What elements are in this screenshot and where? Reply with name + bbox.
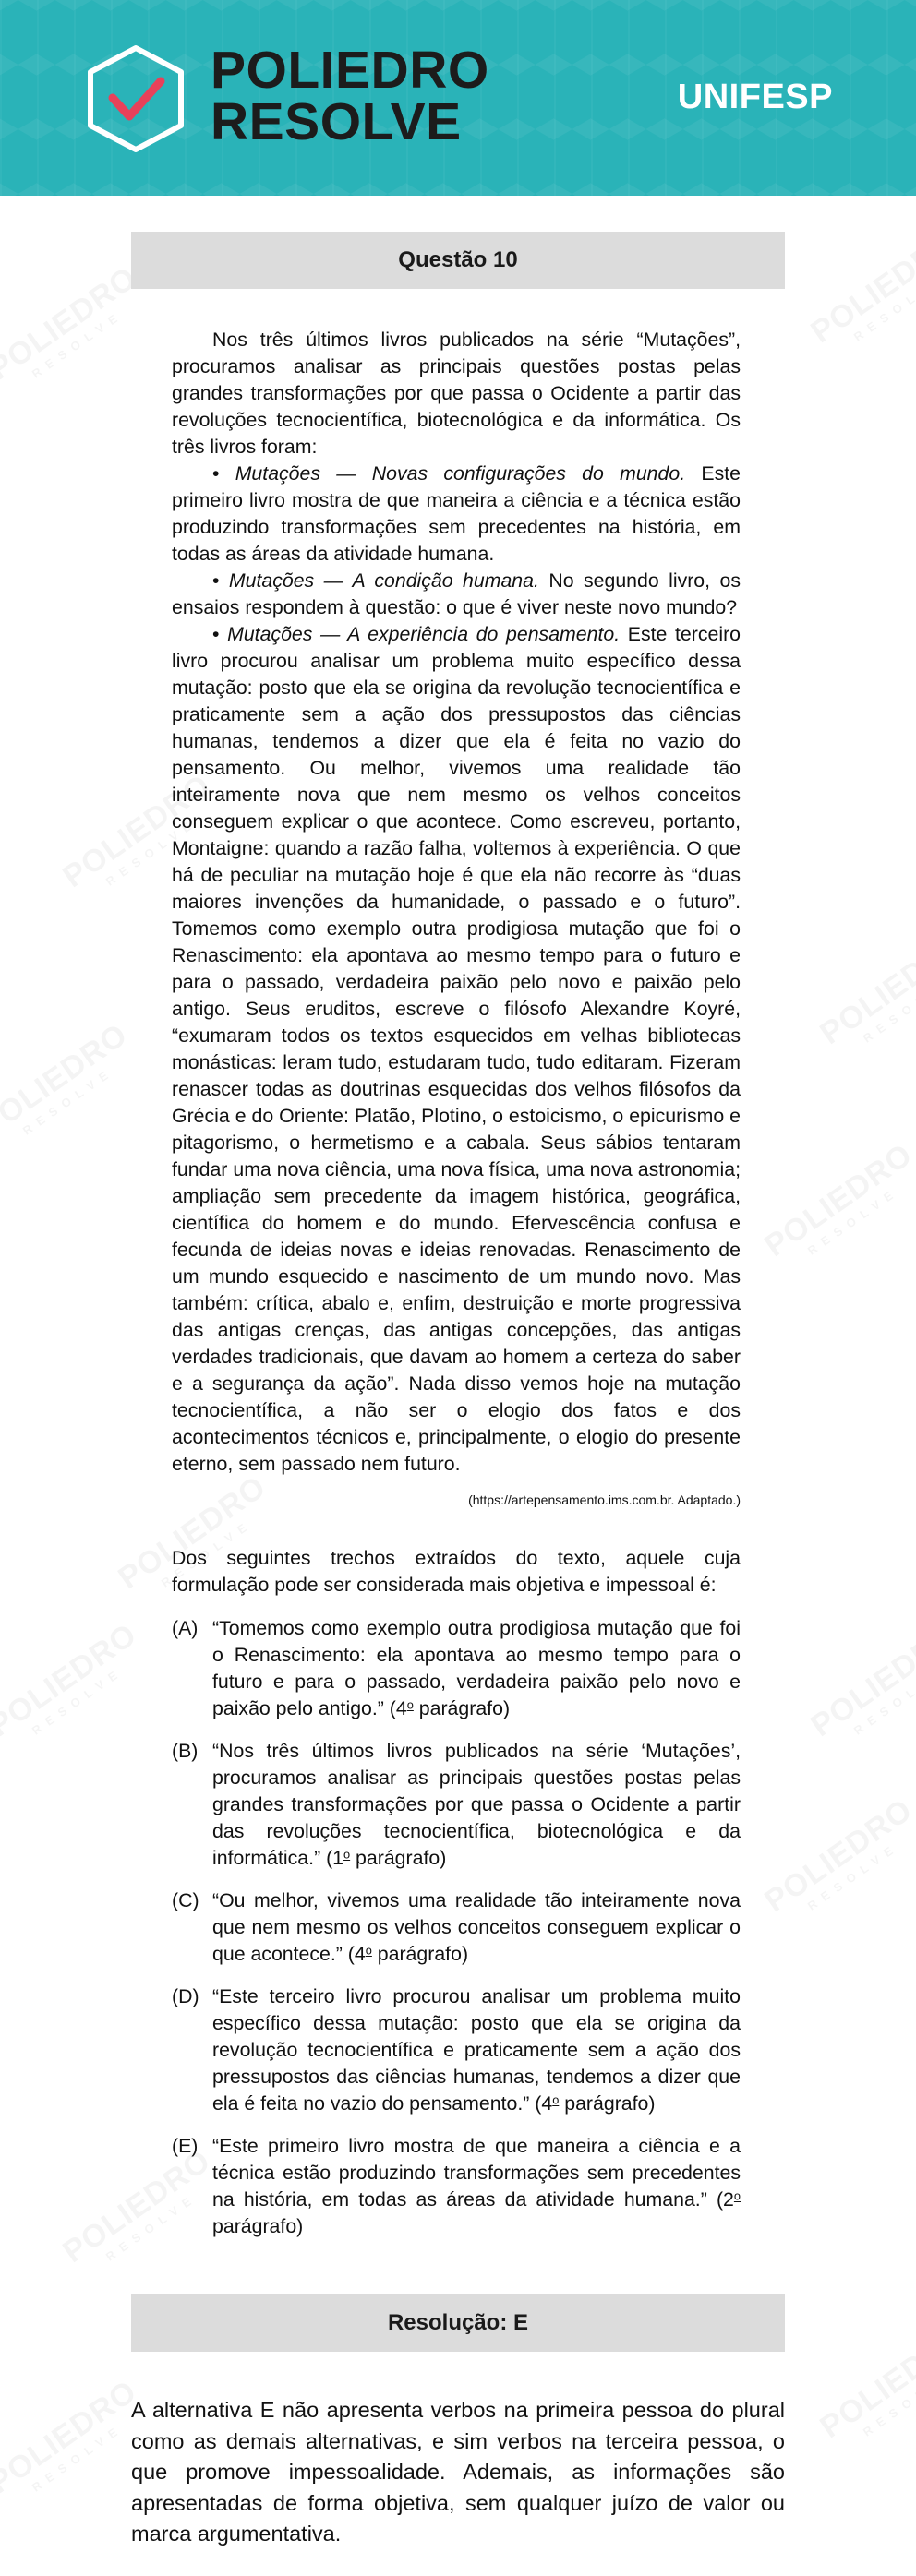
alternative-tail: parágrafo)	[371, 1943, 469, 1965]
alternative-text	[212, 1983, 741, 2117]
alternative-a	[172, 1615, 741, 1722]
alternative-body: “Este terceiro livro procurou analisar um problema muito específico dessa mutação: posto que ela se origina da revolução tecnocientífica e praticamente sem a ação dos pressupostos das ciências humanas, tendemos a dizer que ela é feita no vazio do pensamento.” (4	[212, 1985, 741, 2115]
header-banner	[0, 0, 916, 196]
alternative-tail: parágrafo)	[413, 1697, 511, 1719]
text-bullet-3: • Mutações — A experiência do pensamento. Este terceiro livro procurou analisar um problema muito específico dessa mutação: posto que ela se origina da revolução tecnocientífica e praticamente sem a ação dos pressupostos das ciências humanas, tendemos a dizer que ela é feita no vazio do pensamento. Ou melhor, vivemos uma realidade tão inteiramente nova que nem mesmo os velhos conceitos conseguem explicar o que acontece. Como escreveu, portanto, Montaigne: quando a razão falha, voltemos à experiência. O que há de peculiar na mutação hoje é que ela não recorre às “duas maiores invenções da humanidade, o passado e o futuro”. Tomemos como exemplo outra prodigiosa mutação que foi o Renascimento: ela apontava ao mesmo tempo para o futuro e para o passado, verdadeira paixão pelo novo e paixão pelo antigo. Seus eruditos, escreve o filósofo Alexandre Koyré, “exumaram todos os textos esquecidos em velhas bibliotecas monásticas: leram tudo, estudaram tudo, tudo editaram. Fizeram renascer todas as doutrinas esquecidas dos velhos filósofos da Grécia e do Oriente: Platão, Plotino, o estoicismo, o epicurismo e pitagorismo, o hermetismo e a cabala. Seus sábios tentaram fundar uma nova ciência, uma nova física, uma nova astronomia; ampliação sem precedente da imagem histórica, geográfica, científica do homem e do mundo. Efervescência confusa e fecunda de ideias novas e ideias renovadas. Renascimento de um mundo esquecido e nascimento de um mundo novo. Mas também: crítica, abalo e, enfim, destruição e morte progressiva das antigas crenças, das antigas concepções, das antigas verdades tradicionais, que davam ao homem a certeza do saber e a segurança da ação”. Nada disso vemos hoje na mutação tecnocientífica, a não ser o elogio dos fatos e dos acontecimentos técnicos e, principalmente, o elogio do presente eterno, sem passado nem futuro.	[172, 623, 741, 1475]
ordinal-mark: o	[552, 2092, 560, 2107]
check-shield-icon	[81, 44, 190, 153]
bullet-1-text: Este primeiro livro mostra de que maneira a ciência e a técnica estão produzindo transformações sem precedentes na história, em todas as áreas da atividade humana.	[172, 462, 741, 565]
bullet-2-title: Mutações — A condição humana.	[228, 569, 539, 592]
alternative-body: “Nos três últimos livros publicados na série ‘Mutações’, procuramos analisar as principais questões postas pelas grandes transformações por que passa o Ocidente a partir das revoluções tecnocientífica, biotecnológica e da informática.” (1	[212, 1740, 741, 1869]
alternative-text	[212, 1738, 741, 1872]
alternative-text	[212, 2133, 741, 2240]
ordinal-mark: o	[344, 1847, 351, 1862]
ordinal-mark: o	[406, 1697, 414, 1712]
alternative-tail: parágrafo)	[559, 2092, 656, 2115]
alternative-b	[172, 1738, 741, 1872]
watermark-logo	[758, 1792, 916, 1932]
alternative-e	[172, 2133, 741, 2240]
watermark-logo	[0, 1017, 142, 1156]
watermark-logo	[804, 1617, 916, 1756]
watermark-logo	[758, 1137, 916, 1276]
alternative-tail: parágrafo)	[212, 2215, 304, 2237]
bullet-3-title: Mutações — A experiência do pensamento.	[227, 623, 621, 645]
alternative-c	[172, 1887, 741, 1968]
ordinal-mark: o	[365, 1943, 372, 1958]
text-bullet-2: • Mutações — A condição humana. No segundo livro, os ensaios respondem à questão: o que é viver neste novo mundo?	[172, 569, 741, 618]
watermark-logo	[814, 925, 916, 1064]
alternative-letter: (E)	[172, 2135, 199, 2157]
brand-line-2: RESOLVE	[211, 92, 462, 151]
ordinal-mark: o	[733, 2188, 741, 2203]
text-bullet-1: • Mutações — Novas configurações do mundo. Este primeiro livro mostra de que maneira a ciência e a técnica estão produzindo transformações sem precedentes na história, em todas as áreas da atividade humana.	[172, 462, 741, 565]
brand-line-1: POLIEDRO	[211, 41, 489, 100]
alternative-body: “Tomemos como exemplo outra prodigiosa mutação que foi o Renascimento: ela apontava ao mesmo tempo para o futuro e para o passado, verdadeira paixão pelo novo e paixão pelo antigo.” (4	[212, 1617, 741, 1719]
alternative-text	[212, 1887, 741, 1968]
resolution-title-bar	[131, 2294, 785, 2352]
watermark-logo	[814, 2318, 916, 2458]
watermark-logo	[0, 1617, 151, 1756]
watermark-logo	[0, 2374, 151, 2513]
alternative-d	[172, 1983, 741, 2117]
alternative-letter: (D)	[172, 1985, 199, 2007]
alternative-body: “Ou melhor, vivemos uma realidade tão inteiramente nova que nem mesmo os velhos conceitos conseguem explicar o que acontece.” (4	[212, 1889, 741, 1965]
exam-name: UNIFESP	[677, 78, 833, 116]
alternative-text	[212, 1615, 741, 1722]
question-prompt: Dos seguintes trechos extraídos do texto, aquele cuja formulação pode ser considerada mais objetiva e impessoal é:	[172, 1547, 741, 1596]
alternative-letter: (A)	[172, 1617, 199, 1639]
question-title-bar	[131, 232, 785, 289]
bullet-3-text: Este terceiro livro procurou analisar um problema muito específico dessa mutação: posto que ela se origina da revolução tecnocientífica e praticamente sem a ação dos pressupostos das ciências humanas, tendemos a dizer que ela é feita no vazio do pensamento. Ou melhor, vivemos uma realidade tão inteiramente nova que nem mesmo os velhos conceitos conseguem explicar o que acontece. Como escreveu, portanto, Montaigne: quando a razão falha, voltemos à experiência. O que há de peculiar na mutação hoje é que ela não recorre às “duas maiores invenções da humanidade, o passado e o futuro”. Tomemos como exemplo outra prodigiosa mutação que foi o Renascimento: ela apontava ao mesmo tempo para o futuro e para o passado, verdadeira paixão pelo novo e paixão pelo antigo. Seus eruditos, escreve o filósofo Alexandre Koyré, “exumaram todos os textos esquecidos em velhas bibliotecas monásticas: leram tudo, estudaram tudo, tudo editaram. Fizeram renascer todas as doutrinas esquecidas dos velhos filósofos da Grécia e do Oriente: Platão, Plotino, o estoicismo, o epicurismo e pitagorismo, o hermetismo e a cabala. Seus sábios tentaram fundar uma nova ciência, uma nova física, uma nova astronomia; ampliação sem precedente da imagem histórica, geográfica, científica do homem e do mundo. Efervescência confusa e fecunda de ideias novas e ideias renovadas. Renascimento de um mundo esquecido e nascimento de um mundo novo. Mas também: crítica, abalo e, enfim, destruição e morte progressiva das antigas crenças, das antigas concepções, das antigas verdades tradicionais, que davam ao homem a certeza do saber e a segurança da ação”. Nada disso vemos hoje na mutação tecnocientífica, a não ser o elogio dos fatos e dos acontecimentos técnicos e, principalmente, o elogio do presente eterno, sem passado nem futuro.	[172, 623, 741, 1475]
question-content	[172, 327, 741, 2256]
text-paragraph-intro: Nos três últimos livros publicados na série “Mutações”, procuramos analisar as principais questões postas pelas grandes transformações por que passa o Ocidente a partir das revoluções tecnocientífica, biotecnológica e da informática. Os três livros foram:	[172, 329, 741, 458]
resolution-answer: A alternativa E não apresenta verbos na primeira pessoa do plural como as demais alternativas, e sim verbos na terceira pessoa, o que promove impessoalidade. Ademais, as informações são apresentadas de forma objetiva, sem qualquer juízo de valor ou marca argumentativa.	[131, 2398, 785, 2546]
resolution-title: Resolução: E	[387, 2310, 529, 2335]
alternative-tail: parágrafo)	[350, 1847, 447, 1869]
alternative-body: “Este primeiro livro mostra de que maneira a ciência e a técnica estão produzindo transformações sem precedentes na história, em todas as áreas da atividade humana.” (2	[212, 2135, 741, 2211]
alternative-letter: (C)	[172, 1889, 199, 1911]
question-title: Questão 10	[398, 247, 518, 272]
alternative-letter: (B)	[172, 1740, 199, 1762]
bullet-1-title: Mutações — Novas configurações do mundo.	[235, 462, 686, 485]
brand-logo-text	[211, 41, 489, 151]
watermark-logo	[804, 223, 916, 363]
bullet-2-text: No segundo livro, os ensaios respondem à questão: o que é viver neste novo mundo?	[172, 569, 741, 618]
watermark-logo	[0, 260, 151, 400]
text-source: (https://artepensamento.ims.com.br. Adaptado.)	[468, 1492, 741, 1507]
